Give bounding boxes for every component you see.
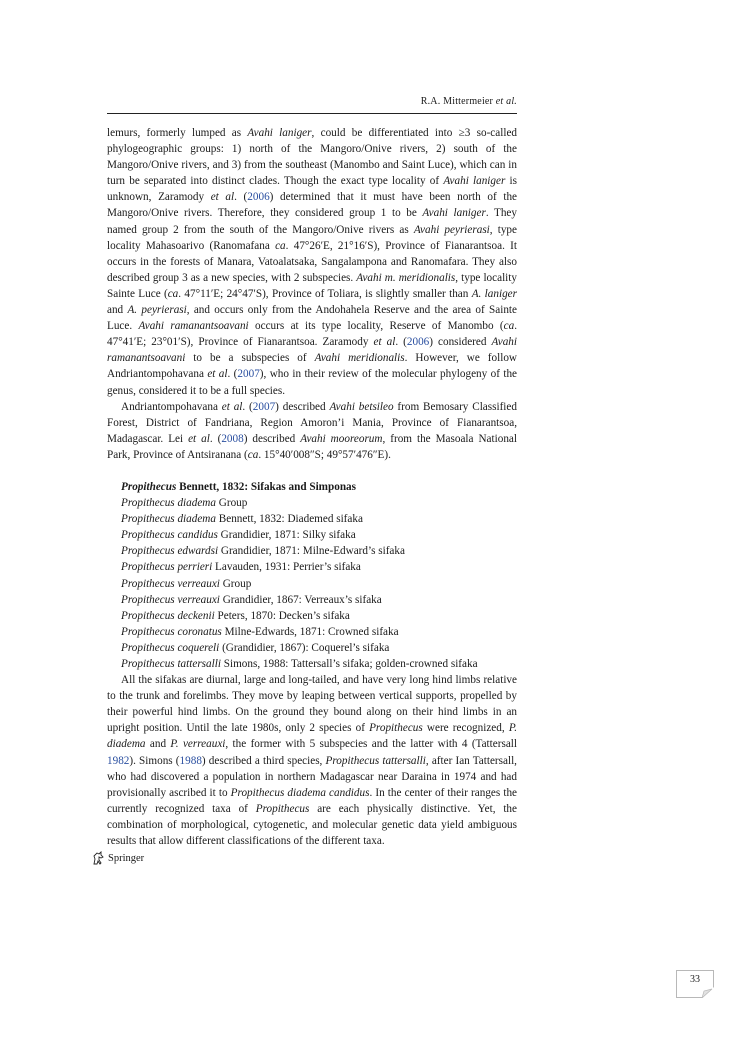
- page-number: 33: [676, 970, 714, 998]
- taxon-item: Propithecus tattersalli Simons, 1988: Tattersall’s sifaka; golden-crowned sifaka: [121, 658, 478, 670]
- taxon-item: Propithecus coquereli (Grandidier, 1867): Coquerel’s sifaka: [121, 641, 390, 654]
- taxon-list: [107, 495, 517, 672]
- taxon-item: Propithecus verreauxi Group: [121, 577, 252, 590]
- taxon-item: Propithecus coronatus Milne-Edwards, 1871: Crowned sifaka: [121, 625, 399, 638]
- taxon-item: Propithecus diadema Group: [121, 497, 248, 510]
- taxon-item: Propithecus diadema Bennett, 1832: Diademed sifaka: [121, 513, 363, 526]
- citation-link[interactable]: 1982: [107, 754, 130, 767]
- running-header: [107, 96, 517, 107]
- paragraph-2: Andriantompohavana et al. (2007) described Avahi betsileo from Bemosary Classified Forest, District of Fandriana, Region Amoron’i Mania, Province of Fianarantsoa, Madagascar. Lei et al. (2008) described Avahi mooreorum, from the Masoala National Park, Province of Antsiranana (ca. 15°40′008″S; 49°57′476″E).: [107, 400, 517, 461]
- header-etal: et al.: [495, 96, 517, 107]
- header-rule: [107, 113, 517, 114]
- citation-link[interactable]: 2007: [252, 400, 276, 413]
- springer-horse-icon: [92, 851, 105, 865]
- taxon-item: Propithecus edwardsi Grandidier, 1871: Milne-Edward’s sifaka: [121, 545, 405, 558]
- citation-link[interactable]: 2006: [247, 191, 270, 204]
- paragraph-1: lemurs, formerly lumped as Avahi laniger, could be differentiated into ≥3 so-called phylogeographic groups: 1) north of the Mangoro/Onive rivers, 2) south of the Mangoro/Onive rivers, and 3) from the southeast (Manombo and Saint Luce), which can in turn be separated into distinct clades. Though the exact type locality of Avahi laniger is unknown, Zaramody et al. (2006) determined that it must have been north of the Mangoro/Onive rivers. Therefore, they considered group 1 to be Avahi laniger. They named group 2 from the south of the Mangoro/Onive rivers as Avahi peyrierasi, type locality Mahasoarivo (Ranomafana ca. 47°26′E, 21°16′S), Province of Fianarantsoa. It occurs in the forests of Manara, Vatoalatsaka, Sangalampona and Ranomafara. They also described group 3 as a new species, with 2 subspecies. Avahi m. meridionalis, type locality Sainte Luce (ca. 47°11′E; 24°47′S), Province of Toliara, is slightly smaller than A. laniger and A. peyrierasi, and occurs only from the Andohahela Reserve and the area of Sainte Luce. Avahi ramanantsoavani occurs at its type locality, Reserve of Manombo (ca. 47°41′E; 23°01′S), Province of Fianarantsoa. Zaramody et al. (2006) considered Avahi ramanantsoavani to be a subspecies of Avahi meridionalis. However, we follow Andriantompohavana et al. (2007), who in their review of the molecular phylogeny of the genus, considered it to be a full species.: [107, 127, 518, 397]
- section-heading: Propithecus Bennett, 1832: Sifakas and Simponas: [121, 480, 356, 493]
- publisher-logo: [92, 851, 144, 865]
- citation-link[interactable]: 1988: [179, 754, 202, 767]
- paragraph-3: All the sifakas are diurnal, large and long-tailed, and have very long hind limbs relative to the trunk and forelimbs. They move by leaping between vertical supports, propelled by their powerful hind limbs. On the ground they bound along on their hind limbs in an upright position. Until the late 1980s, only 2 species of Propithecus were recognized, P. diadema and P. verreauxi, the former with 5 subspecies and the latter with 4 (Tattersall 1982). Simons (1988) described a third species, Propithecus tattersalli, after Ian Tattersall, who had discovered a population in northern Madagascar near Daraina in 1974 and had provisionally ascribed it to Propithecus diadema candidus. In the center of their ranges the currently recognized taxa of Propithecus are each physically distinctive. Yet, the combination of morphological, cytogenetic, and molecular genetic data yield ambiguous results that allow different classifications of the different taxa.: [107, 674, 518, 848]
- page-curl-icon: [702, 987, 714, 998]
- citation-link[interactable]: 2007: [237, 368, 260, 381]
- publisher-name: Springer: [108, 852, 145, 864]
- citation-link[interactable]: 2006: [406, 336, 430, 349]
- citation-link[interactable]: 2008: [221, 432, 244, 445]
- header-author: R.A. Mittermeier: [420, 96, 494, 107]
- taxon-item: Propithecus candidus Grandidier, 1871: Silky sifaka: [121, 529, 356, 542]
- taxon-item: Propithecus verreauxi Grandidier, 1867: Verreaux’s sifaka: [121, 593, 382, 606]
- taxon-item: Propithecus deckenii Peters, 1870: Decken’s sifaka: [121, 609, 350, 622]
- main-text: [107, 125, 517, 849]
- taxon-item: Propithecus perrieri Lavauden, 1931: Perrier’s sifaka: [121, 561, 361, 574]
- page-number-box: [676, 970, 714, 994]
